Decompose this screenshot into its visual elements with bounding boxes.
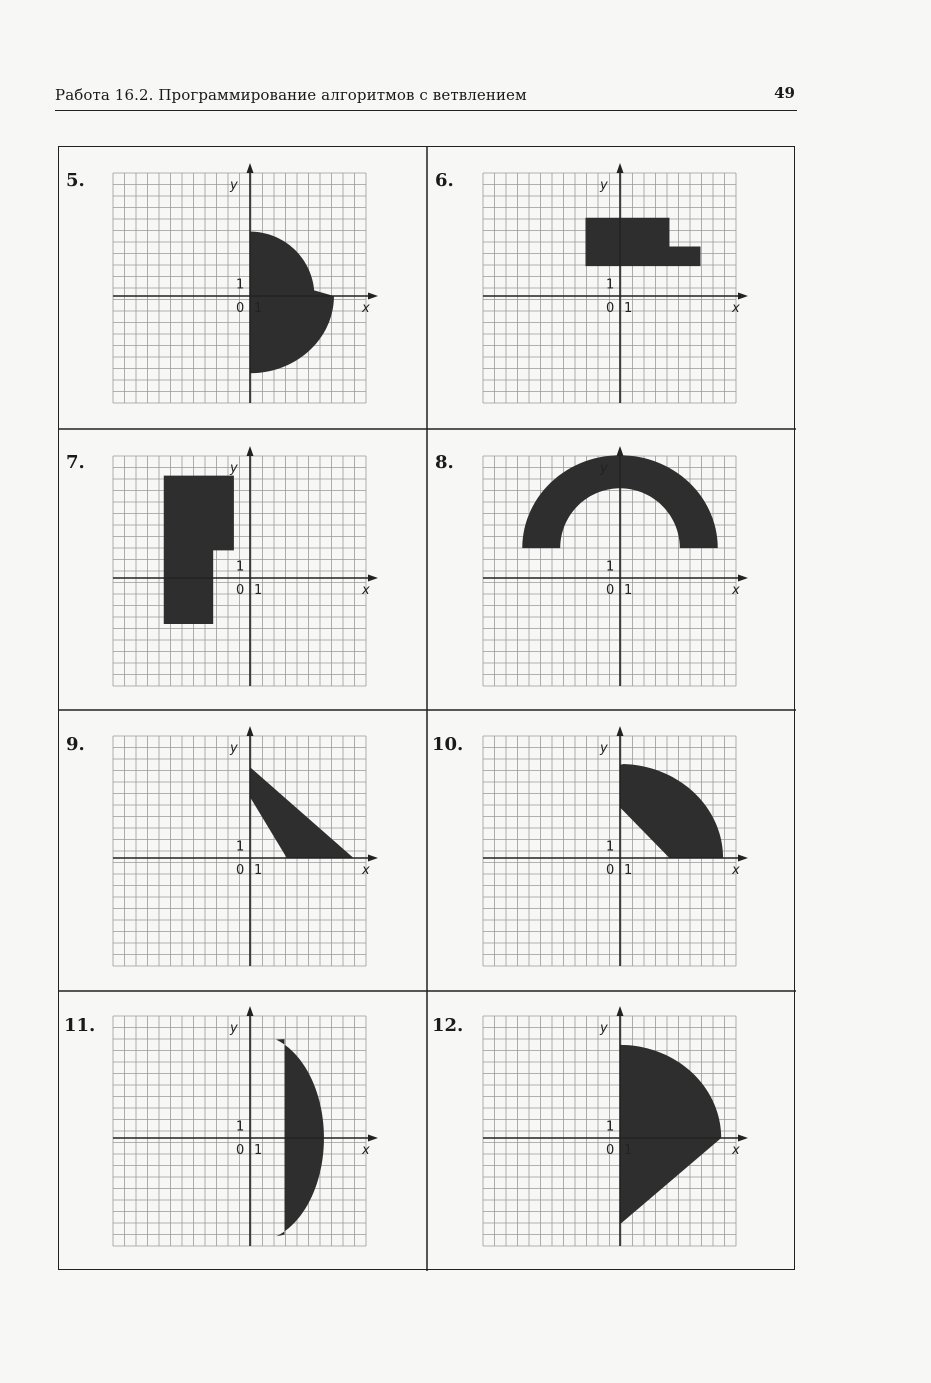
- x-axis-label: x: [732, 1143, 740, 1158]
- coordinate-plot: [483, 456, 756, 696]
- y-unit-label: 1: [606, 277, 615, 293]
- coordinate-plot: [483, 173, 756, 413]
- task-number: 9.: [66, 734, 85, 755]
- y-axis-label: y: [600, 1021, 608, 1036]
- x-axis-label: x: [362, 1143, 370, 1158]
- x-axis-arrow: [738, 1135, 748, 1142]
- y-unit-label: 1: [606, 1119, 615, 1135]
- coordinate-plot: [113, 173, 386, 413]
- x-axis-arrow: [738, 293, 748, 300]
- y-unit-label: 1: [236, 1119, 245, 1135]
- page-header: [55, 86, 797, 111]
- shaded-region: [620, 1045, 721, 1224]
- shaded-region: [250, 767, 354, 858]
- x-axis-label: x: [732, 863, 740, 878]
- task-number: 8.: [435, 452, 454, 473]
- coordinate-plot: [483, 1016, 756, 1256]
- x-axis-arrow: [368, 1135, 378, 1142]
- x-axis-arrow: [738, 855, 748, 862]
- origin-label: 0: [606, 863, 615, 878]
- shaded-region: [620, 764, 723, 858]
- x-unit-label: 1: [624, 301, 633, 316]
- y-axis-label: y: [230, 461, 238, 476]
- x-axis-arrow: [368, 293, 378, 300]
- y-axis-label: y: [600, 178, 608, 193]
- task-number: 11.: [64, 1015, 96, 1036]
- x-unit-label: 1: [624, 863, 633, 878]
- task-number: 10.: [432, 734, 464, 755]
- y-unit-label: 1: [236, 839, 245, 855]
- x-unit-label: 1: [624, 1143, 633, 1158]
- coordinate-plot: [483, 736, 756, 976]
- origin-label: 0: [236, 863, 245, 878]
- y-axis-label: y: [600, 741, 608, 756]
- x-axis-label: x: [732, 583, 740, 598]
- x-unit-label: 1: [254, 1143, 263, 1158]
- origin-label: 0: [236, 583, 245, 598]
- y-unit-label: 1: [606, 559, 615, 575]
- shaded-region: [164, 476, 234, 624]
- x-unit-label: 1: [254, 301, 263, 316]
- origin-label: 0: [606, 301, 615, 316]
- page-number: 49: [774, 84, 795, 102]
- y-unit-label: 1: [236, 559, 245, 575]
- x-unit-label: 1: [254, 583, 263, 598]
- coordinate-plot: [113, 736, 386, 976]
- x-axis-arrow: [368, 855, 378, 862]
- y-unit-label: 1: [606, 839, 615, 855]
- task-number: 5.: [66, 170, 85, 191]
- x-axis-label: x: [362, 863, 370, 878]
- y-axis-label: y: [230, 741, 238, 756]
- x-axis-label: x: [362, 301, 370, 316]
- task-number: 12.: [432, 1015, 464, 1036]
- coordinate-plot: [113, 456, 386, 696]
- x-unit-label: 1: [254, 863, 263, 878]
- shaded-region: [250, 232, 334, 374]
- y-axis-label: y: [230, 178, 238, 193]
- header-title: Работа 16.2. Программирование алгоритмов с ветвлением: [55, 86, 527, 104]
- origin-label: 0: [606, 1143, 615, 1158]
- origin-label: 0: [236, 301, 245, 316]
- y-unit-label: 1: [236, 277, 245, 293]
- y-axis-label: y: [230, 1021, 238, 1036]
- x-axis-label: x: [732, 301, 740, 316]
- x-axis-arrow: [368, 575, 378, 582]
- coordinate-plot: [113, 1016, 386, 1256]
- task-number: 6.: [435, 170, 454, 191]
- origin-label: 0: [236, 1143, 245, 1158]
- x-unit-label: 1: [624, 583, 633, 598]
- origin-label: 0: [606, 583, 615, 598]
- task-number: 7.: [66, 452, 85, 473]
- x-axis-label: x: [362, 583, 370, 598]
- x-axis-arrow: [738, 575, 748, 582]
- y-axis-label: y: [600, 461, 608, 476]
